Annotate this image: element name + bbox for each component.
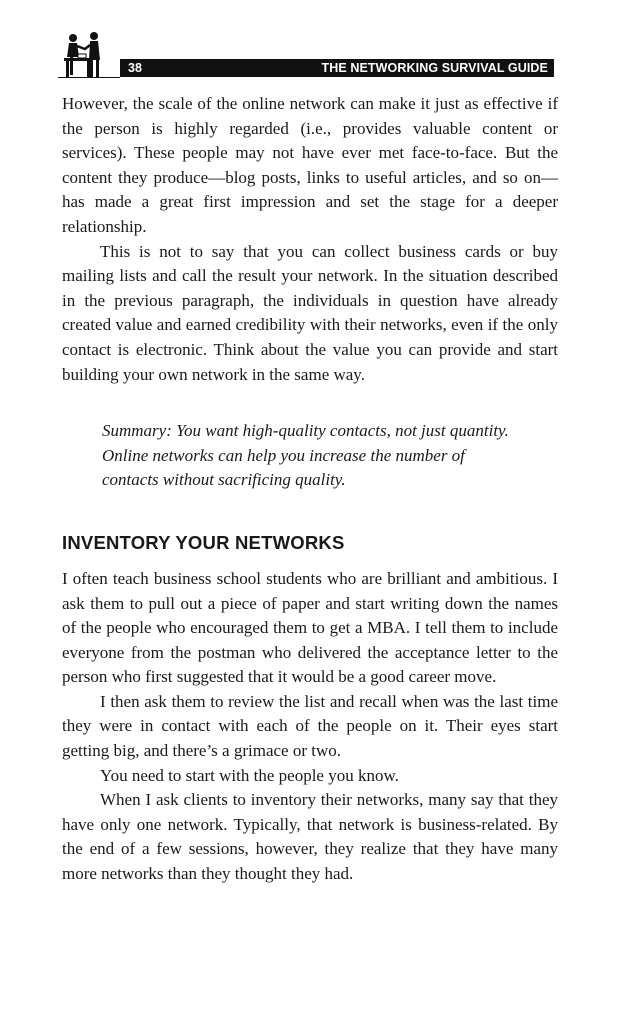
- paragraph-people-you-know: You need to start with the people you know.: [100, 765, 399, 785]
- handshake-logo-icon: [58, 30, 120, 78]
- running-title: THE NETWORKING SURVIVAL GUIDE: [321, 61, 548, 75]
- paragraph-review-list: I then ask them to review the list and recall when was the last time they were in contact with each of the people on it. Their eyes start getting big, and there’s a grimace or two.: [62, 691, 558, 761]
- paragraph-inventory-networks: When I ask clients to inventory their networks, many say that they have only one network. Typically, that network is business-related. By the end of a few sessions, however, they realize that they have many more networks than they thought they had.: [62, 790, 558, 884]
- paragraph-business-cards: This is not to say that you can collect business cards or buy mailing lists and call the result your network. In the situation described in the previous paragraph, the individuals in question have already created value and earned credibility with their networks, even if the only contact is electronic. Think about the value you can provide and start building your own network in the same way.: [62, 241, 558, 384]
- summary-note: Summary: You want high-quality contacts, not just quantity. Online networks can help you increase the number of contacts without sacrificing quality.: [102, 421, 509, 490]
- page-number: 38: [128, 61, 142, 75]
- running-header: [58, 30, 558, 80]
- paragraph-online-network: However, the scale of the online network can make it just as effective if the person is highly regarded (i.e., provides valuable content or services). These people may not have ever met face-to-face. But the content they produce—blog posts, links to useful articles, and so on—has made a great first impression and set the stage for a deeper relationship.: [62, 94, 558, 236]
- page-body: [62, 92, 558, 887]
- section-heading: INVENTORY YOUR NETWORKS: [62, 531, 345, 553]
- paragraph-business-school: I often teach business school students who are brilliant and ambitious. I ask them to pull out a piece of paper and start writing down the names of the people who encouraged them to get a MBA. I tell them to include everyone from the postman who delivered the acceptance letter to the person who first suggested that it would be a good career move.: [62, 568, 558, 687]
- header-bar: [120, 59, 554, 77]
